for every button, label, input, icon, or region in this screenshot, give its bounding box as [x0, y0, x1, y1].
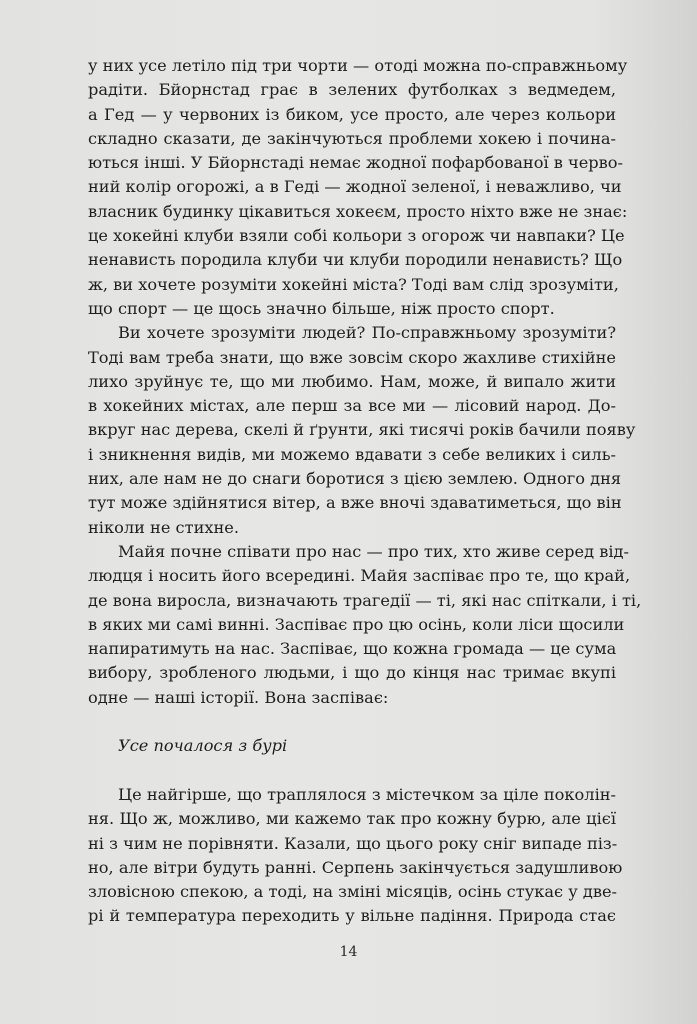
text-line: це хокейні клуби взяли собі кольори з огорож чи навпаки? Це	[88, 226, 625, 246]
text-line: ніколи не стихне.	[88, 517, 240, 537]
text-line: де вона виросла, визначають трагедії — ті, які нас спіткали, і ті,	[88, 590, 642, 610]
text-line: а Гед — у червоних із биком, усе просто, але через кольори	[88, 104, 616, 124]
paragraph-gap	[88, 759, 616, 783]
text-line: Тоді вам треба знати, що вже зовсім скоро жахливе стихійне	[88, 347, 616, 367]
text-line: ний колір огорожі, а в Геді — жодної зеленої, і неважливо, чи	[88, 177, 622, 197]
text-line: людця і носить його всередині. Майя заспіває про те, що край,	[88, 566, 631, 586]
text-line: ненависть породила клуби чи клуби породили ненависть? Що	[88, 250, 623, 270]
text-line: Усе почалося з бурі	[118, 736, 288, 756]
text-line: ні з чим не порівняти. Казали, що цього року сніг випаде піз-	[88, 833, 618, 853]
paragraph-p4	[88, 734, 616, 758]
text-line: вибору, зробленого людьми, і що до кінця нас тримає вкупі	[88, 663, 616, 683]
paragraph-p1	[88, 54, 628, 321]
text-line: ж, ви хочете розуміти хокейні міста? Тоді вам слід зрозуміти,	[88, 274, 619, 294]
text-line: рі й температура переходить у вільне падіння. Природа стає	[88, 906, 616, 926]
text-line: в хокейних містах, але перш за все ми — лісовий народ. До-	[88, 396, 616, 416]
text-line: но, але вітри будуть ранні. Серпень закінчується задушливою	[88, 857, 623, 877]
text-line: власник будинку цікавиться хокеєм, просто ніхто вже не знає:	[88, 201, 628, 221]
text-line: напиратимуть на нас. Заспіває, що кожна громада — це сума	[88, 639, 617, 659]
text-line: що спорт — це щось значно більше, ніж просто спорт.	[88, 298, 555, 318]
text-line: радіти. Бйорнстад грає в зелених футболках з ведмедем,	[88, 80, 616, 100]
text-line: лихо зруйнує те, що ми любимо. Нам, може, й випало жити	[88, 371, 616, 391]
text-line: складно сказати, де закінчуються проблеми хокею і почина-	[88, 128, 616, 148]
text-line: Майя почне співати про нас — про тих, хто живе серед від-	[118, 541, 629, 561]
text-line: у них усе летіло під три чорти — отоді можна по-справжньому	[88, 56, 628, 75]
text-line: зловісною спекою, а тоді, на зміні місяців, осінь стукає у две-	[88, 882, 617, 902]
paragraph-gap	[88, 710, 616, 734]
paragraph-p2	[88, 321, 636, 540]
text-line: Це найгірше, що траплялося з містечком за ціле поколін-	[118, 784, 616, 804]
text-line: них, але нам не до снаги боротися з цією землею. Одного дня	[88, 469, 622, 489]
body-text	[88, 54, 642, 929]
text-line: ня. Що ж, можливо, ми кажемо так про кожну бурю, але цієї	[88, 809, 616, 829]
text-line: в яких ми самі винні. Заспіває про цю осінь, коли ліси щосили	[88, 614, 625, 634]
text-line: тут може здійнятися вітер, а вже вночі здаватиметься, що він	[88, 493, 622, 513]
text-line: і зникнення видів, ми можемо вдавати з себе великих і силь-	[88, 444, 616, 464]
paragraph-p5	[88, 783, 623, 929]
page-number: 14	[339, 944, 358, 960]
paragraph-p3	[88, 540, 642, 710]
text-line: вкруг нас дерева, скелі й ґрунти, які тисячі років бачили появу	[88, 420, 636, 440]
text-line: ються інші. У Бйорнстаді немає жодної пофарбованої в черво-	[88, 153, 624, 173]
text-line: Ви хочете зрозуміти людей? По-справжньому зрозуміти?	[118, 323, 616, 343]
text-line: одне — наші історії. Вона заспіває:	[88, 687, 389, 707]
